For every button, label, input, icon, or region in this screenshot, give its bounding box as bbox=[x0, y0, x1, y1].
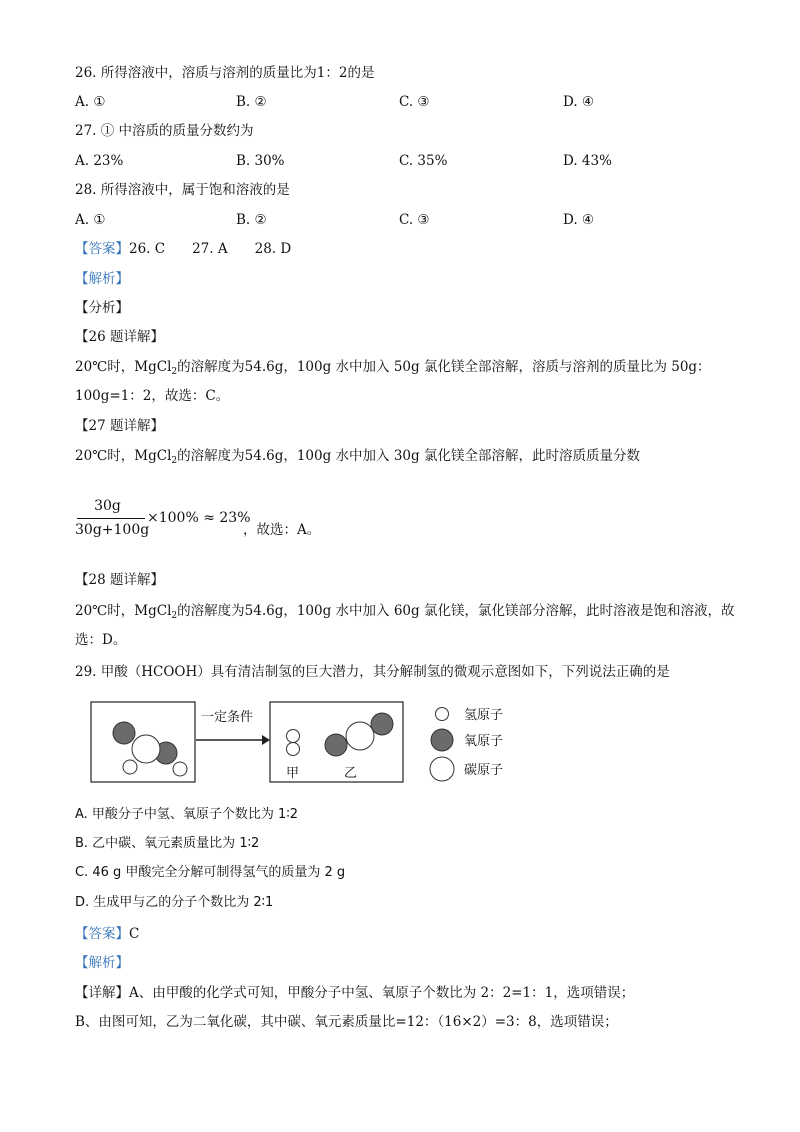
reaction-diagram bbox=[90, 697, 530, 787]
oxygen-atom bbox=[113, 722, 135, 744]
q27-option-c: C. 35% bbox=[399, 153, 448, 169]
d27-line-1b: 的溶解度为54.6g，100g 水中加入 30g 氯化镁全部溶解，此时溶质质量分数 bbox=[177, 448, 640, 464]
arrow-head-icon bbox=[262, 735, 270, 745]
d28-line-2: 选：D。 bbox=[75, 632, 127, 648]
q28-stem: 28. 所得溶液中，属于饱和溶液的是 bbox=[75, 182, 290, 198]
hydrogen-atom bbox=[173, 762, 187, 776]
d28-line-1 bbox=[75, 601, 734, 626]
q27-option-d: D. 43% bbox=[563, 153, 612, 169]
carbon-atom bbox=[346, 722, 374, 750]
jiexi2-tag: 【解析】 bbox=[75, 955, 129, 971]
fraction-formula bbox=[75, 498, 335, 544]
answer2-tag: 【答案】 bbox=[75, 926, 129, 942]
hydrogen-atom bbox=[123, 760, 137, 774]
d26-title: 【26 题详解】 bbox=[75, 329, 164, 345]
q27-option-b: B. 30% bbox=[236, 153, 285, 169]
legend-oxygen-icon bbox=[431, 729, 453, 751]
legend-hydrogen-icon bbox=[436, 708, 449, 721]
fraction-tail: ，故选：A。 bbox=[243, 522, 321, 538]
label-yi: 乙 bbox=[344, 766, 358, 781]
fraction-result: ×100% ≈ 23% bbox=[147, 510, 251, 526]
d26-line-2: 100g=1：2，故选：C。 bbox=[75, 388, 230, 404]
legend-oxygen-label: 氧原子 bbox=[464, 734, 504, 749]
hydrogen-atom bbox=[287, 743, 300, 756]
d27-title: 【27 题详解】 bbox=[75, 418, 164, 434]
detail-tag: 【详解】 bbox=[75, 985, 129, 1001]
d26-subscript: 2 bbox=[171, 367, 178, 377]
fenxi-tag: 【分析】 bbox=[75, 300, 129, 316]
q26-option-b: B. ② bbox=[236, 94, 267, 110]
label-jia: 甲 bbox=[286, 766, 300, 781]
detail-line-2: B、由图可知，乙为二氧化碳，其中碳、氧元素质量比=12：（16×2）=3：8，选项错误； bbox=[75, 1014, 618, 1030]
q29-option-d: D. 生成甲与乙的分子个数比为 2∶1 bbox=[75, 895, 274, 910]
d28-title: 【28 题详解】 bbox=[75, 572, 164, 588]
answer-line-1 bbox=[75, 239, 291, 259]
fraction-denominator: 30g+100g bbox=[75, 522, 150, 538]
q26-stem: 26. 所得溶液中，溶质与溶剂的质量比为1：2的是 bbox=[75, 65, 375, 81]
answer-text: 26. C 27. A 28. D bbox=[129, 241, 292, 257]
oxygen-atom bbox=[371, 713, 393, 735]
jiexi-tag: 【解析】 bbox=[75, 271, 129, 287]
fraction-bar bbox=[77, 518, 145, 519]
q29-stem: 29. 甲酸（HCOOH）具有清洁制氢的巨大潜力，其分解制氢的微观示意图如下，下列说法正确的是 bbox=[75, 664, 670, 680]
detail-line-1 bbox=[75, 983, 634, 1003]
hydrogen-atom bbox=[287, 730, 300, 743]
d28-subscript: 2 bbox=[171, 611, 178, 621]
detail-line-1-text: A、由甲酸的化学式可知，甲酸分子中氢、氧原子个数比为 2：2=1：1，选项错误； bbox=[129, 985, 635, 1001]
q26-option-c: C. ③ bbox=[399, 94, 430, 110]
legend-carbon-label: 碳原子 bbox=[464, 763, 504, 778]
q28-option-c: C. ③ bbox=[399, 212, 430, 228]
q26-option-a: A. ① bbox=[75, 94, 106, 110]
q27-stem: 27. ① 中溶质的质量分数约为 bbox=[75, 123, 254, 139]
d28-line-1b: 的溶解度为54.6g，100g 水中加入 60g 氯化镁，氯化镁部分溶解，此时溶液是饱和溶液，故 bbox=[177, 603, 735, 619]
oxygen-atom bbox=[325, 734, 347, 756]
q28-option-b: B. ② bbox=[236, 212, 267, 228]
arrow-label: 一定条件 bbox=[201, 710, 254, 725]
q28-option-d: D. ④ bbox=[563, 212, 595, 228]
d27-line-1 bbox=[75, 446, 640, 471]
legend-carbon-icon bbox=[430, 757, 454, 781]
answer-tag: 【答案】 bbox=[75, 241, 129, 257]
q29-option-a: A. 甲酸分子中氢、氧原子个数比为 1∶2 bbox=[75, 807, 298, 822]
d26-line-1a: 20℃时，MgCl bbox=[75, 359, 172, 375]
d26-line-1b: 的溶解度为54.6g，100g 水中加入 50g 氯化镁全部溶解，溶质与溶剂的质量比为 50g： bbox=[177, 359, 711, 375]
answer-line-2 bbox=[75, 924, 139, 944]
d27-subscript: 2 bbox=[171, 456, 178, 466]
carbon-atom bbox=[132, 735, 160, 763]
answer2-text: C bbox=[129, 926, 140, 942]
q27-option-a: A. 23% bbox=[75, 153, 124, 169]
q29-option-b: B. 乙中碳、氧元素质量比为 1∶2 bbox=[75, 836, 260, 851]
d27-line-1a: 20℃时，MgCl bbox=[75, 448, 172, 464]
q29-option-c: C. 46 g 甲酸完全分解可制得氢气的质量为 2 g bbox=[75, 865, 346, 880]
fraction-numerator: 30g bbox=[94, 498, 121, 514]
legend-hydrogen-label: 氢原子 bbox=[464, 708, 504, 723]
q26-option-d: D. ④ bbox=[563, 94, 595, 110]
q28-option-a: A. ① bbox=[75, 212, 106, 228]
d28-line-1a: 20℃时，MgCl bbox=[75, 603, 172, 619]
d26-line-1 bbox=[75, 357, 711, 382]
